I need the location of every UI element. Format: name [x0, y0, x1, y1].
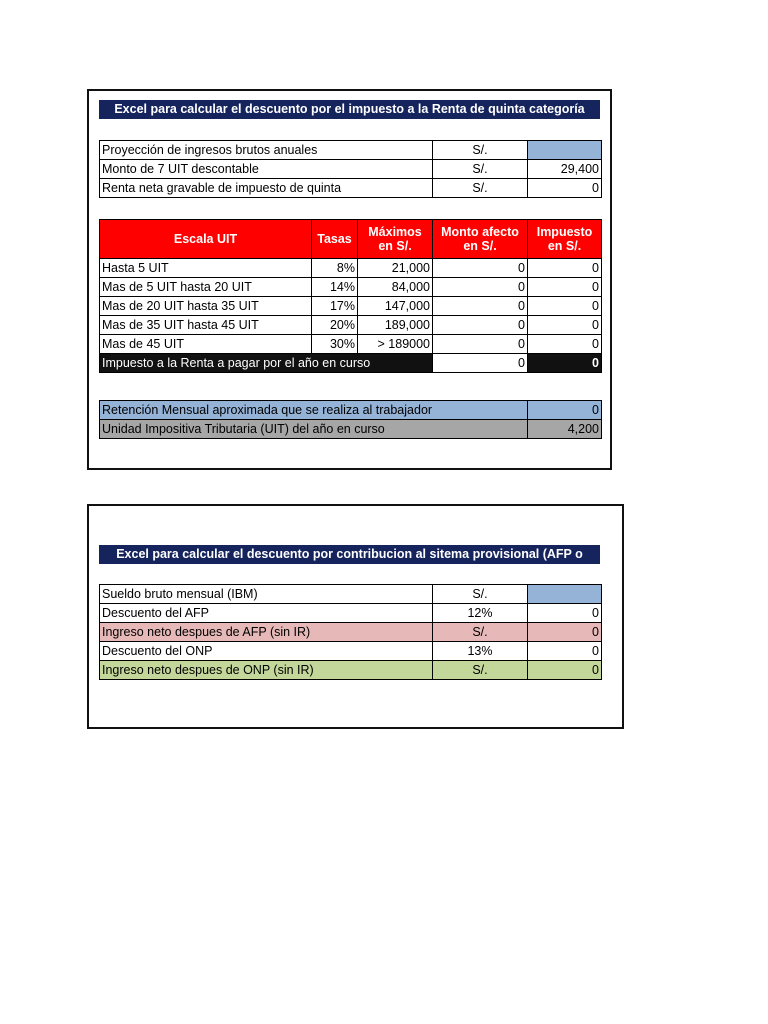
retencion-label: Retención Mensual aproximada que se realiza al trabajador	[100, 401, 528, 420]
escala-cell: Hasta 5 UIT	[100, 259, 312, 278]
table-row	[100, 278, 602, 297]
tasa-cell: 17%	[312, 297, 358, 316]
afp-onp-table	[99, 584, 602, 680]
table-row	[100, 179, 602, 198]
table-row	[100, 259, 602, 278]
table-row	[100, 160, 602, 179]
uit-value[interactable]: 4,200	[528, 420, 602, 439]
monto-cell: 0	[433, 278, 528, 297]
table-row	[100, 420, 602, 439]
monto-cell: 0	[433, 316, 528, 335]
currency-cell: S/.	[433, 141, 528, 160]
table-row	[100, 141, 602, 160]
currency-cell: S/.	[433, 623, 528, 642]
renta-calculator-sheet	[87, 89, 612, 470]
value-cell: 0	[528, 604, 602, 623]
maximo-cell: 189,000	[358, 316, 433, 335]
table-row	[100, 604, 602, 623]
escala-uit-table	[99, 219, 602, 373]
input-label: Proyección de ingresos brutos anuales	[100, 141, 433, 160]
maximo-cell: 21,000	[358, 259, 433, 278]
impuesto-cell: 0	[528, 259, 602, 278]
table-row	[100, 335, 602, 354]
escala-cell: Mas de 35 UIT hasta 45 UIT	[100, 316, 312, 335]
monto-cell: 0	[433, 297, 528, 316]
value-cell: 29,400	[528, 160, 602, 179]
tasa-cell: 14%	[312, 278, 358, 297]
maximo-cell: > 189000	[358, 335, 433, 354]
escala-cell: Mas de 20 UIT hasta 35 UIT	[100, 297, 312, 316]
input-label: Monto de 7 UIT descontable	[100, 160, 433, 179]
escala-cell: Mas de 45 UIT	[100, 335, 312, 354]
monto-cell: 0	[433, 259, 528, 278]
col-header-maximos: Máximos en S/.	[358, 220, 433, 259]
tasa-cell: 30%	[312, 335, 358, 354]
value-cell: 0	[528, 661, 602, 680]
currency-cell: S/.	[433, 160, 528, 179]
uit-label: Unidad Impositiva Tributaria (UIT) del año en curso	[100, 420, 528, 439]
total-row	[100, 354, 602, 373]
currency-cell: S/.	[433, 585, 528, 604]
input-label: Renta neta gravable de impuesto de quinta	[100, 179, 433, 198]
total-label: Impuesto a la Renta a pagar por el año en curso	[100, 354, 433, 373]
table-row	[100, 401, 602, 420]
currency-cell: S/.	[433, 179, 528, 198]
value-cell: 0	[528, 642, 602, 661]
row-label: Ingreso neto despues de ONP (sin IR)	[100, 661, 433, 680]
value-cell: 0	[528, 623, 602, 642]
escala-cell: Mas de 5 UIT hasta 20 UIT	[100, 278, 312, 297]
row-label: Sueldo bruto mensual (IBM)	[100, 585, 433, 604]
table-row	[100, 661, 602, 680]
table-row	[100, 585, 602, 604]
table-row	[100, 297, 602, 316]
renta-inputs-table	[99, 140, 602, 198]
impuesto-cell: 0	[528, 316, 602, 335]
total-monto-cell: 0	[433, 354, 528, 373]
value-cell: 0	[528, 179, 602, 198]
maximo-cell: 147,000	[358, 297, 433, 316]
row-label: Descuento del AFP	[100, 604, 433, 623]
afp-onp-calculator-sheet	[87, 504, 624, 729]
tasa-cell: 20%	[312, 316, 358, 335]
monto-cell: 0	[433, 335, 528, 354]
row-label: Descuento del ONP	[100, 642, 433, 661]
afp-onp-sheet-title: Excel para calcular el descuento por contribucion al sitema provisional (AFP o ONP)	[99, 545, 600, 564]
col-header-escala: Escala UIT	[100, 220, 312, 259]
row-label: Ingreso neto despues de AFP (sin IR)	[100, 623, 433, 642]
rate-cell: 12%	[433, 604, 528, 623]
impuesto-cell: 0	[528, 335, 602, 354]
table-row	[100, 623, 602, 642]
impuesto-cell: 0	[528, 278, 602, 297]
retencion-value: 0	[528, 401, 602, 420]
sueldo-bruto-input[interactable]	[528, 585, 602, 604]
tasa-cell: 8%	[312, 259, 358, 278]
table-header-row	[100, 220, 602, 259]
total-impuesto-cell: 0	[528, 354, 602, 373]
impuesto-cell: 0	[528, 297, 602, 316]
table-row	[100, 316, 602, 335]
currency-cell: S/.	[433, 661, 528, 680]
col-header-monto: Monto afecto en S/.	[433, 220, 528, 259]
renta-sheet-title: Excel para calcular el descuento por el impuesto a la Renta de quinta categoría	[99, 100, 600, 119]
col-header-tasas: Tasas	[312, 220, 358, 259]
renta-summary-table	[99, 400, 602, 439]
table-row	[100, 642, 602, 661]
rate-cell: 13%	[433, 642, 528, 661]
col-header-impuesto: Impuesto en S/.	[528, 220, 602, 259]
ingresos-brutos-input[interactable]	[528, 141, 602, 160]
maximo-cell: 84,000	[358, 278, 433, 297]
